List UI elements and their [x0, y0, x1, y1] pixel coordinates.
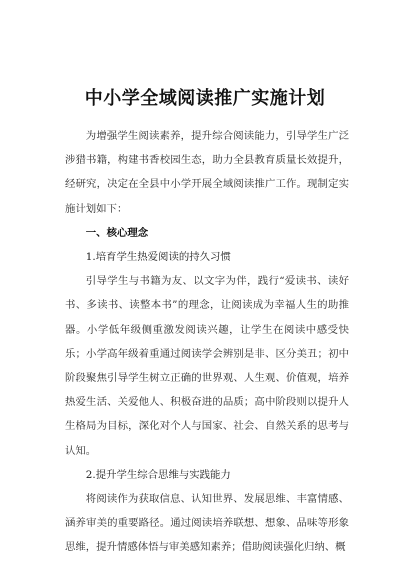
subsection-heading-reading-habit: 1.培育学生热爱阅读的持久习惯 — [85, 251, 231, 264]
section-heading-core-concept: 一、核心理念 — [85, 226, 149, 239]
document-body — [65, 124, 349, 560]
subsection-heading-thinking-ability: 2.提升学生综合思维与实践能力 — [85, 468, 231, 481]
body-paragraph-reading-habit: 引导学生与书籍为友、以文字为伴，践行“爱读书、读好书、多读书、读整本书”的理念，让阅读成为幸福人生的助推器。小学低年级侧重激发阅读兴趣，让学生在阅读中感受快乐；小学高年级着重通过阅读学会辨别是非、区分美丑；初中阶段聚焦引导学生树立正确的世界观、人生观、价值观，培养热爱生活、关爱他人、积极奋进的品质；高中阶段则以提升人生格局为目标，深化对个人与国家、社会、自然关系的思考与认知。 — [65, 275, 349, 457]
document-title: 中小学全域阅读推广实施计划 — [84, 88, 326, 109]
body-paragraph-thinking-ability: 将阅读作为获取信息、认知世界、发展思维、丰富情感、涵养审美的重要路径。通过阅读培养联想、想象、品味等形象思维，提升情感体悟与审美感知素养；借助阅读强化归纳、概 — [65, 493, 349, 554]
intro-paragraph: 为增强学生阅读素养，提升综合阅读能力，引导学生广泛涉猎书籍，构建书香校园生态，助力全县教育质量长效提升，经研究，决定在全县中小学开展全域阅读推广工作。现制定实施计划如下： — [65, 130, 349, 215]
